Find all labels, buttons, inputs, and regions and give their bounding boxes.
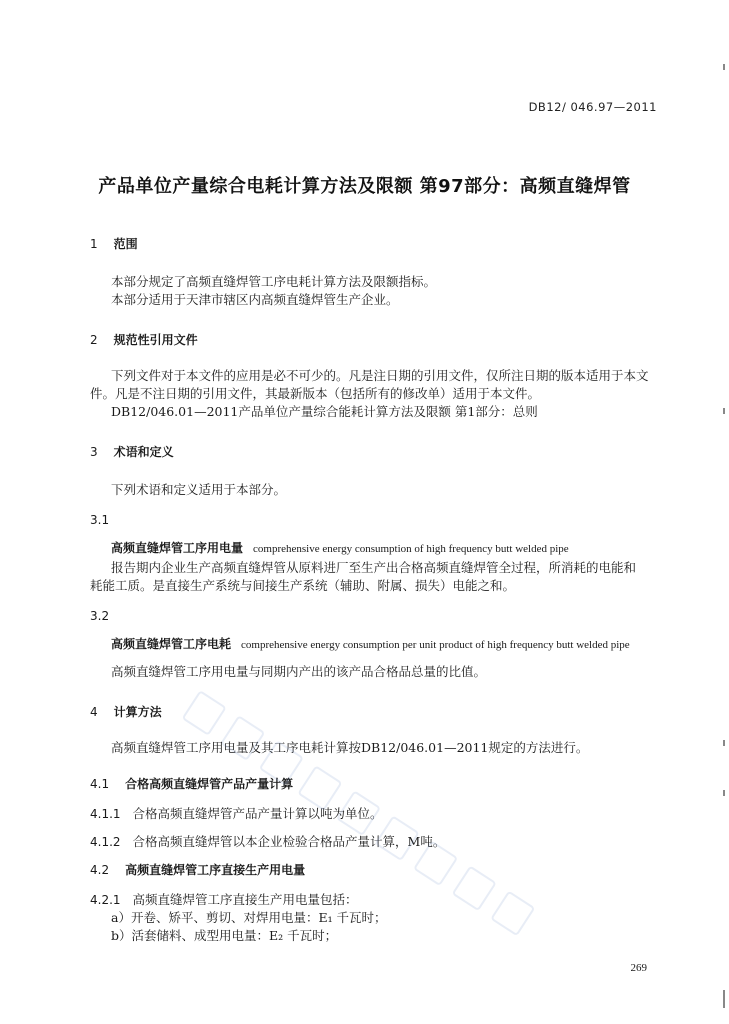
- term-number: 3.2: [90, 609, 110, 623]
- section-title: 计算方法: [113, 705, 162, 719]
- clause-text: 高频直缝焊管工序直接生产用电量包括：: [132, 892, 358, 907]
- clause-4-2-1: [90, 892, 358, 908]
- section-title: 合格高频直缝焊管产品产量计算: [125, 777, 294, 791]
- clause-4-1-1: [90, 806, 383, 822]
- term-definition: 报告期内企业生产高频直缝焊管从原料进厂至生产出合格高频直缝焊管全过程，所消耗的电能和: [111, 560, 637, 575]
- section-number: 3: [90, 445, 98, 459]
- page-number: 269: [630, 962, 647, 974]
- scan-edge-mark: [723, 64, 725, 70]
- list-item-b: b）活套储料、成型用电量：E₂ 千瓦时；: [111, 928, 338, 943]
- term-number: 3.1: [90, 513, 110, 527]
- term-entry: [111, 636, 630, 653]
- term-definition: 高频直缝焊管工序用电量与同期内产出的该产品合格品总量的比值。: [111, 664, 487, 679]
- section-title: 规范性引用文件: [113, 333, 198, 347]
- paragraph: 件。凡是不注日期的引用文件，其最新版本（包括所有的修改单）适用于本文件。: [90, 386, 541, 401]
- subsection-4-1-heading: [90, 776, 293, 792]
- section-title: 术语和定义: [113, 445, 174, 459]
- section-number: 4.1: [90, 777, 110, 791]
- paragraph: 本部分适用于天津市辖区内高频直缝焊管生产企业。: [111, 292, 399, 307]
- section-title: 高频直缝焊管工序直接生产用电量: [125, 863, 306, 877]
- scan-edge-mark: [723, 990, 725, 1008]
- section-2-heading: [90, 332, 198, 348]
- list-item-a: a）开卷、矫平、剪切、对焊用电量：E₁ 千瓦时；: [111, 910, 387, 925]
- term-definition: 耗能工质。是直接生产系统与间接生产系统（辅助、附属、损失）电能之和。: [90, 578, 516, 593]
- clause-number: 4.2.1: [90, 893, 121, 907]
- section-number: 4.2: [90, 863, 110, 877]
- scan-edge-mark: [723, 408, 725, 414]
- reference-item: DB12/046.01—2011产品单位产量综合能耗计算方法及限额 第1部分：总则: [111, 404, 538, 419]
- scan-edge-mark: [723, 740, 725, 746]
- paragraph: 下列术语和定义适用于本部分。: [111, 482, 287, 497]
- subsection-4-2-heading: [90, 862, 305, 878]
- term-english: comprehensive energy consumption of high frequency butt welded pipe: [253, 543, 569, 555]
- clause-text: 合格高频直缝焊管产品产量计算以吨为单位。: [132, 806, 383, 821]
- section-3-heading: [90, 444, 174, 460]
- clause-4-1-2: [90, 834, 445, 850]
- section-4-heading: [90, 704, 162, 720]
- section-number: 4: [90, 705, 98, 719]
- term-chinese: 高频直缝焊管工序用电量: [111, 541, 244, 555]
- section-number: 2: [90, 333, 98, 347]
- paragraph: 下列文件对于本文件的应用是必不可少的。凡是注日期的引用文件，仅所注日期的版本适用于本文: [111, 368, 649, 383]
- section-1-heading: [90, 236, 138, 252]
- paragraph: 本部分规定了高频直缝焊管工序电耗计算方法及限额指标。: [111, 274, 437, 289]
- section-number: 1: [90, 237, 98, 251]
- term-entry: [111, 540, 569, 557]
- document-code: DB12/ 046.97—2011: [528, 100, 657, 114]
- term-chinese: 高频直缝焊管工序电耗: [111, 637, 232, 651]
- paragraph: 高频直缝焊管工序用电量及其工序电耗计算按DB12/046.01—2011规定的方法进行。: [111, 740, 589, 755]
- clause-number: 4.1.2: [90, 835, 121, 849]
- section-title: 范围: [113, 237, 138, 251]
- clause-text: 合格高频直缝焊管以本企业检验合格品产量计算，M吨。: [132, 834, 446, 849]
- clause-number: 4.1.1: [90, 807, 121, 821]
- term-english: comprehensive energy consumption per unit product of high frequency butt welded pipe: [241, 639, 630, 651]
- scan-edge-mark: [723, 790, 725, 796]
- document-title: 产品单位产量综合电耗计算方法及限额 第97部分：高频直缝焊管: [98, 176, 631, 197]
